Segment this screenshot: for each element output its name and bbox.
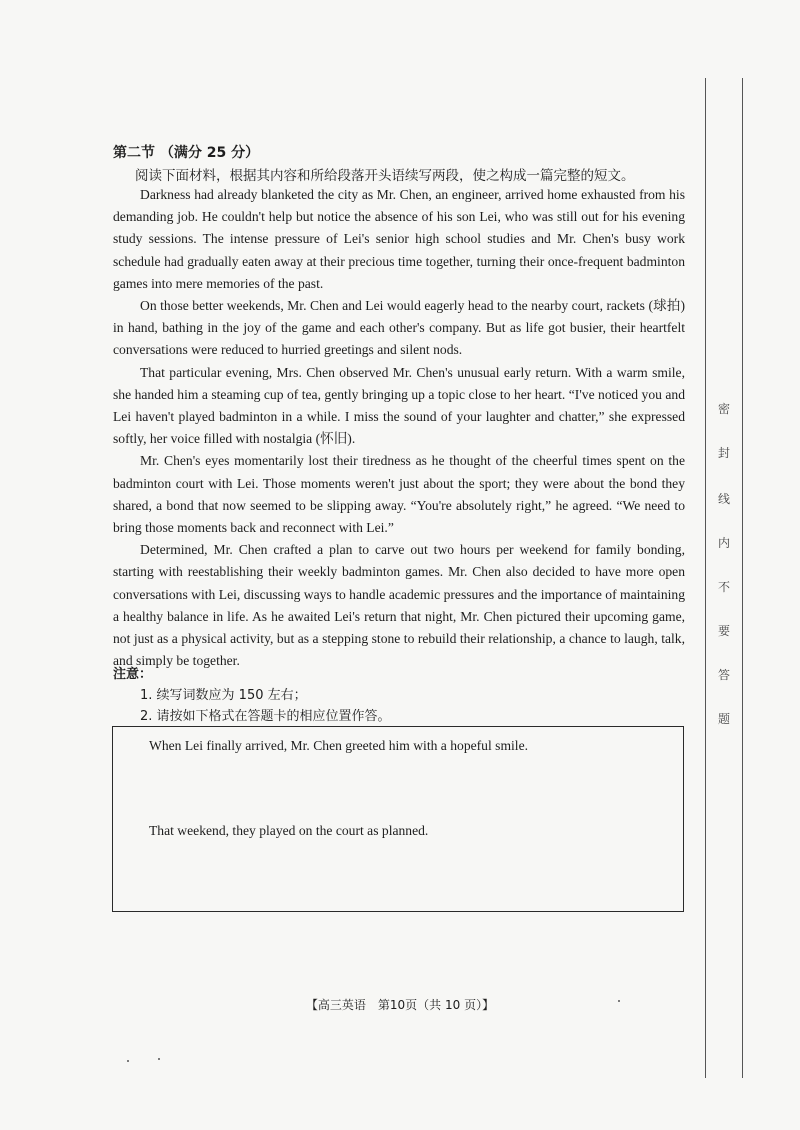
section-title: 第二节 （满分 25 分） bbox=[113, 145, 260, 161]
passage-paragraph: Darkness had already blanketed the city as Mr. Chen, an engineer, arrived home exhausted from his demanding job. He couldn't help but notice the absence of his son Lei, who was still out for his evening study sessions. The intense pressure of Lei's senior high school studies and Mr. Chen's busy work schedule had gradually eaten away at their precious time together, turning their once-frequent badminton games into mere memories of the past. bbox=[113, 187, 685, 291]
seal-line-right bbox=[742, 78, 743, 1078]
note-item: 1. 续写词数应为 150 左右； bbox=[140, 688, 307, 703]
notes-label: 注意： bbox=[113, 667, 153, 682]
seal-char: 密 bbox=[717, 402, 730, 416]
scan-speck bbox=[158, 1058, 160, 1060]
seal-line-left bbox=[705, 78, 706, 1078]
paragraph-opening-2: That weekend, they played on the court as planned. bbox=[149, 823, 429, 838]
seal-char: 要 bbox=[717, 624, 730, 638]
scan-speck bbox=[618, 1000, 620, 1002]
answer-format-box bbox=[112, 726, 684, 912]
reading-passage bbox=[113, 184, 685, 672]
passage-paragraph: Mr. Chen's eyes momentarily lost their tiredness as he thought of the cheerful times spent on the badminton court with Lei. Those moments weren't just about the sport; they were about the bond they shared, a bond that now seemed to be slipping away. “You're absolutely right,” he agreed. “We need to bring those moments back and reconnect with Lei.” bbox=[113, 453, 685, 536]
seal-char: 线 bbox=[717, 492, 730, 506]
section-instruction: 阅读下面材料，根据其内容和所给段落开头语续写两段，使之构成一篇完整的短文。 bbox=[135, 168, 635, 184]
paragraph-opening-1: When Lei finally arrived, Mr. Chen greeted him with a hopeful smile. bbox=[149, 738, 529, 753]
seal-char: 答 bbox=[717, 668, 730, 682]
passage-paragraph: Determined, Mr. Chen crafted a plan to carve out two hours per weekend for family bonding, starting with reestablishing their weekly badminton games. Mr. Chen also decided to have more open conversations with Lei, discussing ways to handle academic pressures and the importance of maintaining a healthy balance in life. As he awaited Lei's return that night, Mr. Chen pictured their upcoming game, not just as a physical activity, but as a stepping stone to rebuild their relationship, a chance to laugh, talk, and simply be together. bbox=[113, 542, 685, 669]
passage-paragraph: That particular evening, Mrs. Chen observed Mr. Chen's unusual early return. With a warm smile, she handed him a steaming cup of tea, gently bringing up a topic close to her heart. “I've noticed you and Lei haven't played badminton in a while. I miss the sound of your laughter and chatter,” she expressed softly, her voice filled with nostalgia (怀旧). bbox=[113, 364, 685, 447]
seal-char: 不 bbox=[717, 580, 730, 594]
note-item: 2. 请按如下格式在答题卡的相应位置作答。 bbox=[140, 709, 391, 724]
seal-char: 题 bbox=[717, 712, 730, 726]
page-footer: 【高三英语 第10页（共 10 页）】 bbox=[305, 998, 495, 1012]
seal-char: 封 bbox=[717, 446, 730, 460]
passage-paragraph: On those better weekends, Mr. Chen and Lei would eagerly head to the nearby court, rackets (球拍) in hand, bathing in the joy of the game and each other's company. But as life got busier, their heartfelt conversations were reduced to hurried greetings and silent nods. bbox=[113, 298, 685, 358]
seal-char: 内 bbox=[717, 536, 730, 550]
scan-speck bbox=[127, 1060, 129, 1062]
notes bbox=[113, 664, 391, 727]
